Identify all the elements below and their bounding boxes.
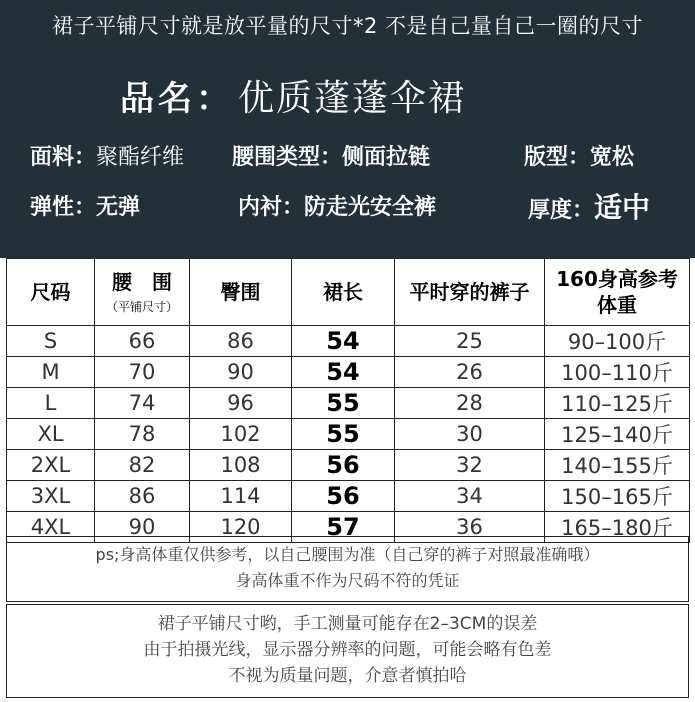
spec-value: 防走光安全裤 xyxy=(304,195,437,220)
cell-size: M xyxy=(7,357,95,388)
table-row xyxy=(7,388,690,419)
spec-label: 面料： xyxy=(30,145,97,170)
table-header-row xyxy=(7,259,690,326)
cell-size: S xyxy=(7,326,95,357)
cell-size: 4XL xyxy=(7,512,95,543)
spec-label: 版型： xyxy=(524,145,591,170)
header-ref-weight: 160身高参考体重 xyxy=(545,259,690,326)
size-table xyxy=(6,258,690,543)
spec-value: 聚酯纤维 xyxy=(96,145,185,170)
header-waist: 腰 围 （平铺尺寸） xyxy=(95,259,190,326)
cell-weight: 100–110斤 xyxy=(545,357,690,388)
spec-fit xyxy=(524,140,634,176)
reference-note-box xyxy=(6,536,689,602)
cell-waist: 86 xyxy=(95,481,190,512)
cell-size: 3XL xyxy=(7,481,95,512)
cell-hip: 102 xyxy=(190,419,292,450)
table-row xyxy=(7,357,690,388)
spec-lining xyxy=(238,190,436,226)
reference-note-line: 身高体重不作为尺码不符的凭证 xyxy=(235,571,460,590)
product-name-label: 品名： xyxy=(120,79,234,119)
spec-thickness xyxy=(528,190,650,226)
spec-label: 厚度： xyxy=(528,198,595,223)
cell-hip: 90 xyxy=(190,357,292,388)
header-size: 尺码 xyxy=(7,259,95,326)
header-waist-note: （平铺尺寸） xyxy=(105,300,178,314)
spec-value: 无弹 xyxy=(96,195,141,220)
cell-length: 56 xyxy=(292,450,395,481)
cell-pants: 25 xyxy=(395,326,545,357)
cell-length: 55 xyxy=(292,388,395,419)
header-hip: 臀围 xyxy=(190,259,292,326)
cell-waist: 82 xyxy=(95,450,190,481)
table-row xyxy=(7,326,690,357)
cell-hip: 120 xyxy=(190,512,292,543)
cell-length: 55 xyxy=(292,419,395,450)
cell-pants: 32 xyxy=(395,450,545,481)
cell-hip: 114 xyxy=(190,481,292,512)
cell-pants: 26 xyxy=(395,357,545,388)
spec-label: 腰围类型： xyxy=(232,145,343,170)
product-info-header xyxy=(0,0,695,258)
cell-size: L xyxy=(7,388,95,419)
cell-length: 57 xyxy=(292,512,395,543)
spec-waist-type xyxy=(232,140,430,176)
cell-waist: 74 xyxy=(95,388,190,419)
cell-length: 54 xyxy=(292,357,395,388)
cell-waist: 90 xyxy=(95,512,190,543)
cell-hip: 96 xyxy=(190,388,292,419)
product-name-value: 优质蓬蓬伞裙 xyxy=(238,78,467,119)
table-row xyxy=(7,419,690,450)
spec-label: 内衬： xyxy=(238,195,305,220)
product-name-line xyxy=(120,70,466,128)
cell-size: 2XL xyxy=(7,450,95,481)
spec-value: 侧面拉链 xyxy=(342,145,431,170)
cell-weight: 165–180斤 xyxy=(545,512,690,543)
spec-value: 适中 xyxy=(594,191,651,224)
disclaimer-line: 由于拍摄光线，显示器分辨率的问题，可能会略有色差 xyxy=(143,640,552,660)
disclaimer-line: 裙子平铺尺寸哟，手工测量可能存在2–3CM的误差 xyxy=(157,614,538,634)
header-pants-size: 平时穿的裤子 xyxy=(395,259,545,326)
spec-value: 宽松 xyxy=(590,145,635,170)
cell-weight: 125–140斤 xyxy=(545,419,690,450)
table-row xyxy=(7,481,690,512)
spec-fabric xyxy=(30,140,184,176)
cell-weight: 150–165斤 xyxy=(545,481,690,512)
cell-hip: 86 xyxy=(190,326,292,357)
flat-size-note: 裙子平铺尺寸就是放平量的尺寸*2 不是自己量自己一圈的尺寸 xyxy=(51,14,644,38)
cell-weight: 140–155斤 xyxy=(545,450,690,481)
cell-pants: 30 xyxy=(395,419,545,450)
cell-size: XL xyxy=(7,419,95,450)
cell-waist: 66 xyxy=(95,326,190,357)
cell-waist: 70 xyxy=(95,357,190,388)
spec-elasticity xyxy=(30,190,140,226)
disclaimer-line: 不视为质量问题，介意者慎拍哈 xyxy=(228,666,467,686)
table-row xyxy=(7,450,690,481)
disclaimer-box xyxy=(6,604,689,698)
cell-hip: 108 xyxy=(190,450,292,481)
cell-pants: 36 xyxy=(395,512,545,543)
reference-note-line: ps;身高体重仅供参考，以自己腰围为准（自己穿的裤子对照最准确哦） xyxy=(95,545,600,564)
cell-weight: 110–125斤 xyxy=(545,388,690,419)
cell-pants: 34 xyxy=(395,481,545,512)
header-length: 裙长 xyxy=(292,259,395,326)
cell-pants: 28 xyxy=(395,388,545,419)
cell-weight: 90–100斤 xyxy=(545,326,690,357)
spec-label: 弹性： xyxy=(30,195,97,220)
cell-waist: 78 xyxy=(95,419,190,450)
cell-length: 56 xyxy=(292,481,395,512)
cell-length: 54 xyxy=(292,326,395,357)
